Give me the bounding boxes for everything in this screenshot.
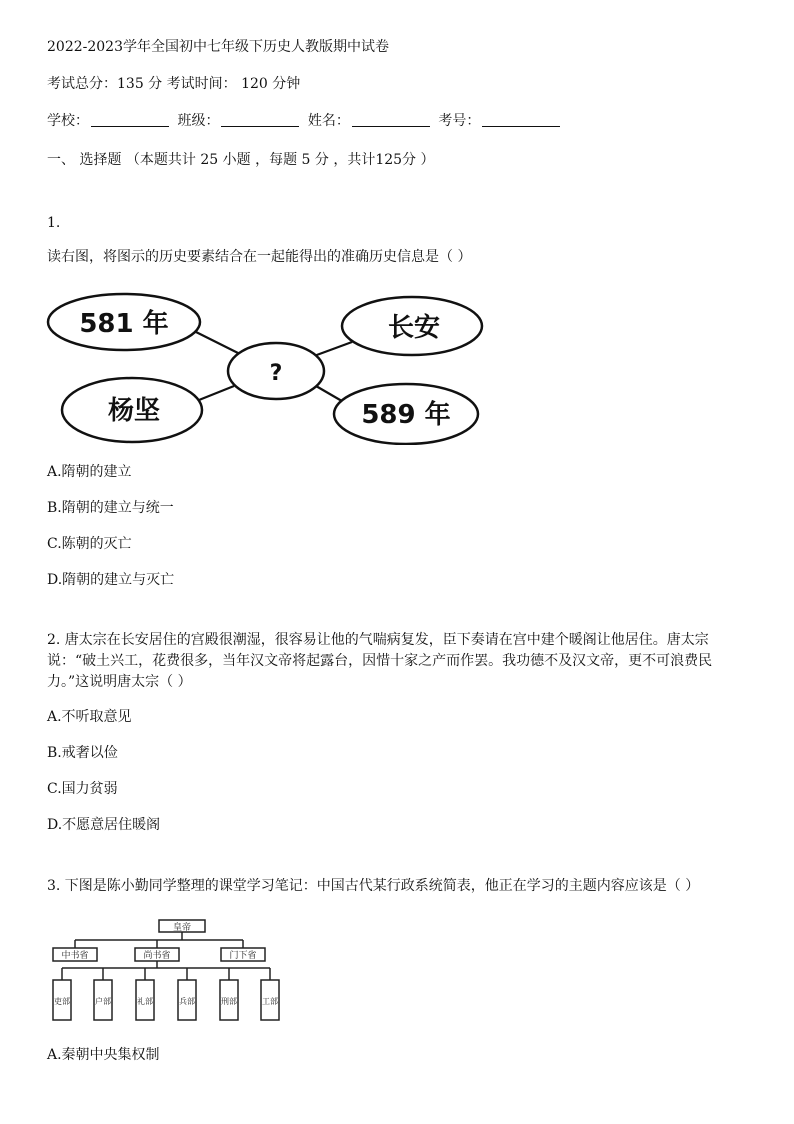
q1-option-b[interactable]: B.隋朝的建立与统一	[47, 500, 174, 516]
label-581: 581 年	[79, 309, 169, 339]
q1-option-c[interactable]: C.陈朝的灭亡	[47, 536, 132, 552]
text-ministry-hu: 户部	[95, 997, 111, 1006]
label-yangjian: 杨坚	[107, 396, 161, 426]
label-589: 589 年	[361, 400, 451, 430]
school-label: 学校：	[47, 113, 89, 129]
text-zhongshu: 中书省	[61, 951, 89, 961]
exam-number-blank[interactable]	[482, 112, 560, 127]
q2-option-d[interactable]: D.不愿意居住暖阁	[47, 817, 161, 833]
q3-option-a[interactable]: A.秦朝中央集权制	[47, 1047, 160, 1063]
class-blank[interactable]	[221, 112, 299, 127]
text-ministry-gong: 工部	[262, 997, 278, 1006]
text-shangshu: 尚书省	[143, 951, 171, 961]
q3-stem: 3. 下图是陈小勤同学整理的课堂学习笔记：中国古代某行政系统简表，他正在学习的主题内容应该是（ ）	[47, 878, 700, 894]
text-ministry-li: 吏部	[54, 997, 70, 1006]
text-ministry-xing: 刑部	[221, 997, 237, 1006]
exam-number-label: 考号：	[438, 113, 481, 129]
q1-option-a[interactable]: A.隋朝的建立	[47, 464, 132, 480]
name-label: 姓名：	[307, 113, 350, 129]
exam-title: 2022-2023学年全国初中七年级下历史人教版期中试卷	[47, 39, 389, 55]
text-ministry-bing: 兵部	[179, 997, 195, 1006]
text-emperor: 皇帝	[172, 923, 192, 933]
ministry-boxes	[53, 980, 279, 1020]
info-fields	[47, 111, 564, 131]
label-changan: 长安	[387, 313, 441, 343]
q2-option-a[interactable]: A.不听取意见	[47, 709, 132, 725]
q1-option-d[interactable]: D.隋朝的建立与灭亡	[47, 572, 175, 588]
q2-option-c[interactable]: C.国力贫弱	[47, 781, 118, 797]
q2-option-b[interactable]: B.戒奢以俭	[47, 745, 118, 761]
connector-line	[194, 386, 234, 402]
exam-info: 考试总分：135 分 考试时间： 120 分钟	[47, 76, 301, 92]
connector-line	[314, 342, 352, 356]
q1-stem: 读右图，将图示的历史要素结合在一起能得出的准确历史信息是（ ）	[47, 249, 472, 265]
label-question: ?	[269, 361, 283, 386]
q3-org-chart	[47, 918, 287, 1028]
connector-line	[196, 332, 244, 356]
school-blank[interactable]	[91, 112, 169, 127]
section-title: 一、 选择题 （本题共计 25 小题 ，每题 5 分 ，共计125分 ）	[47, 152, 435, 168]
text-menxia: 门下省	[229, 951, 257, 961]
q1-number: 1.	[47, 215, 61, 231]
name-blank[interactable]	[352, 112, 430, 127]
q2-stem: 2. 唐太宗在长安居住的宫殿很潮湿，很容易让他的气喘病复发，臣下奏请在宫中建个暖阁让他居住。唐太宗说：“破土兴工，花费很多，当年汉文帝将起露台，因惜十家之产而作罢。我功德不及汉文帝，更不可浪费民力。”这说明唐太宗（ ）	[47, 632, 713, 690]
q1-diagram	[44, 290, 494, 445]
class-label: 班级：	[177, 113, 220, 129]
text-ministry-rites: 礼部	[137, 997, 153, 1006]
